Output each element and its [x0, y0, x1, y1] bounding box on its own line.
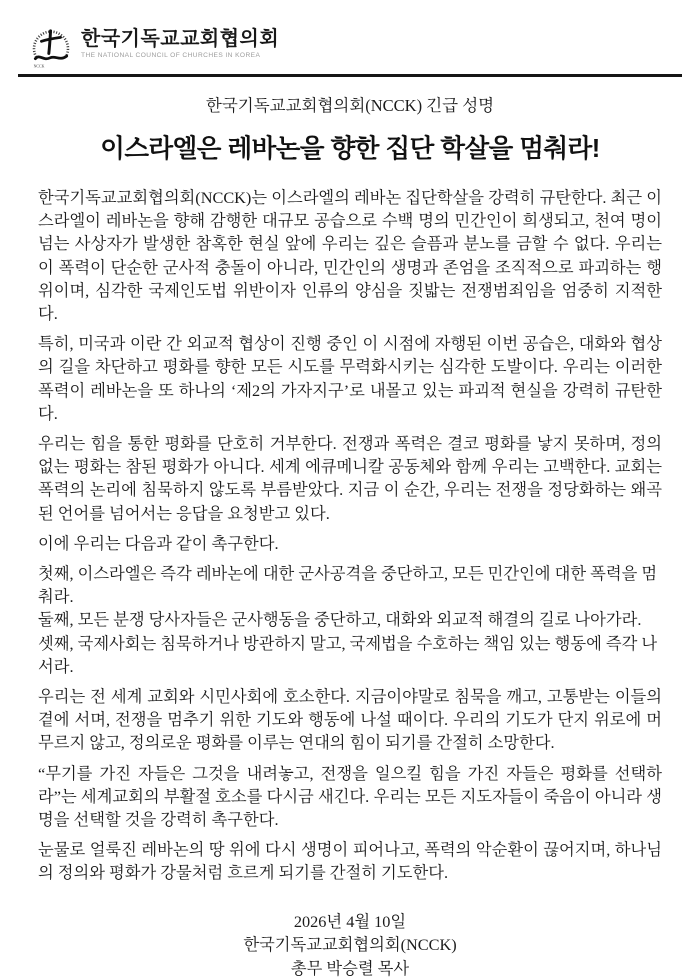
org-name-korean: 한국기독교교회협의회	[81, 28, 280, 50]
statement-paragraph: 이에 우리는 다음과 같이 촉구한다.	[38, 533, 279, 553]
ncck-seal-cross-icon	[30, 23, 72, 70]
seal-caption-text: NCCK	[33, 64, 45, 69]
statement-title: 이스라엘은 레바논을 향한 집단 학살을 멈춰라!	[100, 135, 600, 163]
statement-paragraph: 한국기독교교회협의회(NCCK)는 이스라엘의 레바논 집단학살을 강력히 규탄한다. 최근 이스라엘이 레바논을 향해 감행한 대규모 공습으로 수백 명의 민간인이 희생되고, 천여 명이 넘는 사상자가 발생한 참혹한 현실 앞에 우리는 깊은 슬픔과 분노를 금할 수 없다. 우리는 이 폭력이 단순한 군사적 충돌이 아니라, 민간인의 생명과 존엄을 조직적으로 파괴하는 행위이며, 심각한 국제인도법 위반이자 인류의 양심을 짓밟는 전쟁범죄임을 엄중히 지적한다.	[38, 188, 662, 324]
statement-paragraph: 눈물로 얼룩진 레바논의 땅 위에 다시 생명이 피어나고, 폭력의 악순환이 끊어지며, 하나님의 정의와 평화가 강물처럼 흐르게 되기를 간절히 기도한다.	[38, 840, 662, 883]
org-name-english: THE NATIONAL COUNCIL OF CHURCHES IN KOREA	[81, 52, 261, 59]
signoff-org: 한국기독교교회협의회(NCCK)	[243, 935, 457, 955]
org-name-block	[81, 23, 279, 59]
statement-paragraph: “무기를 가진 자들은 그것을 내려놓고, 전쟁을 일으킬 힘을 가진 자들은 평화를 선택하라”는 세계교회의 부활절 호소를 다시금 새긴다. 우리는 모든 지도자들이 죽음이 아니라 생명을 선택할 것을 강력히 촉구한다.	[38, 763, 662, 830]
signoff-block	[0, 910, 700, 980]
statement-paragraph: 우리는 힘을 통한 평화를 단호히 거부한다. 전쟁과 폭력은 결코 평화를 낳지 못하며, 정의 없는 평화는 참된 평화가 아니다. 세계 에큐메니칼 공동체와 함께 우리는 고백한다. 교회는 폭력의 논리에 침묵하지 않도록 부름받았다. 지금 이 순간, 우리는 전쟁을 정당화하는 왜곡된 언어를 넘어서는 응답을 요청받고 있다.	[38, 434, 662, 523]
signoff-signer: 총무 박승렬 목사	[290, 958, 410, 978]
signoff-date: 2026년 4월 10일	[293, 911, 407, 931]
demand-line-third: 셋째, 국제사회는 침묵하거나 방관하지 말고, 국제법을 수호하는 책임 있는 행동에 즉각 나서라.	[38, 633, 658, 676]
document-header	[0, 0, 700, 70]
statement-kicker: 한국기독교교회협의회(NCCK) 긴급 성명	[205, 96, 495, 115]
demand-line-second: 둘째, 모든 분쟁 당사자들은 군사행동을 중단하고, 대화와 외교적 해결의 길로 나아가라.	[38, 610, 642, 630]
header-divider-rule	[18, 74, 682, 77]
statement-paragraph: 우리는 전 세계 교회와 시민사회에 호소한다. 지금이야말로 침묵을 깨고, 고통받는 이들의 곁에 서며, 전쟁을 멈추기 위한 기도와 행동에 나설 때이다. 우리의 기도가 단지 위로에 머무르지 않고, 정의로운 평화를 이루는 연대의 힘이 되기를 간절히 소망한다.	[38, 687, 662, 753]
demand-line-first: 첫째, 이스라엘은 즉각 레바논에 대한 군사공격을 중단하고, 모든 민간인에 대한 폭력을 멈춰라.	[38, 564, 658, 607]
statement-body	[38, 186, 662, 885]
cross-vertical-stroke	[49, 31, 51, 54]
demand-list	[38, 562, 662, 678]
statement-paragraph: 특히, 미국과 이란 간 외교적 협상이 진행 중인 이 시점에 자행된 이번 공습은, 대화와 협상의 길을 차단하고 평화를 향한 모든 시도를 무력화시키는 심각한 도발이다. 우리는 이러한 폭력이 레바논을 또 하나의 ‘제2의 가자지구’로 내몰고 있는 파괴적 현실을 강력히 규탄한다.	[38, 334, 662, 423]
seal-wave-stroke	[35, 56, 66, 59]
